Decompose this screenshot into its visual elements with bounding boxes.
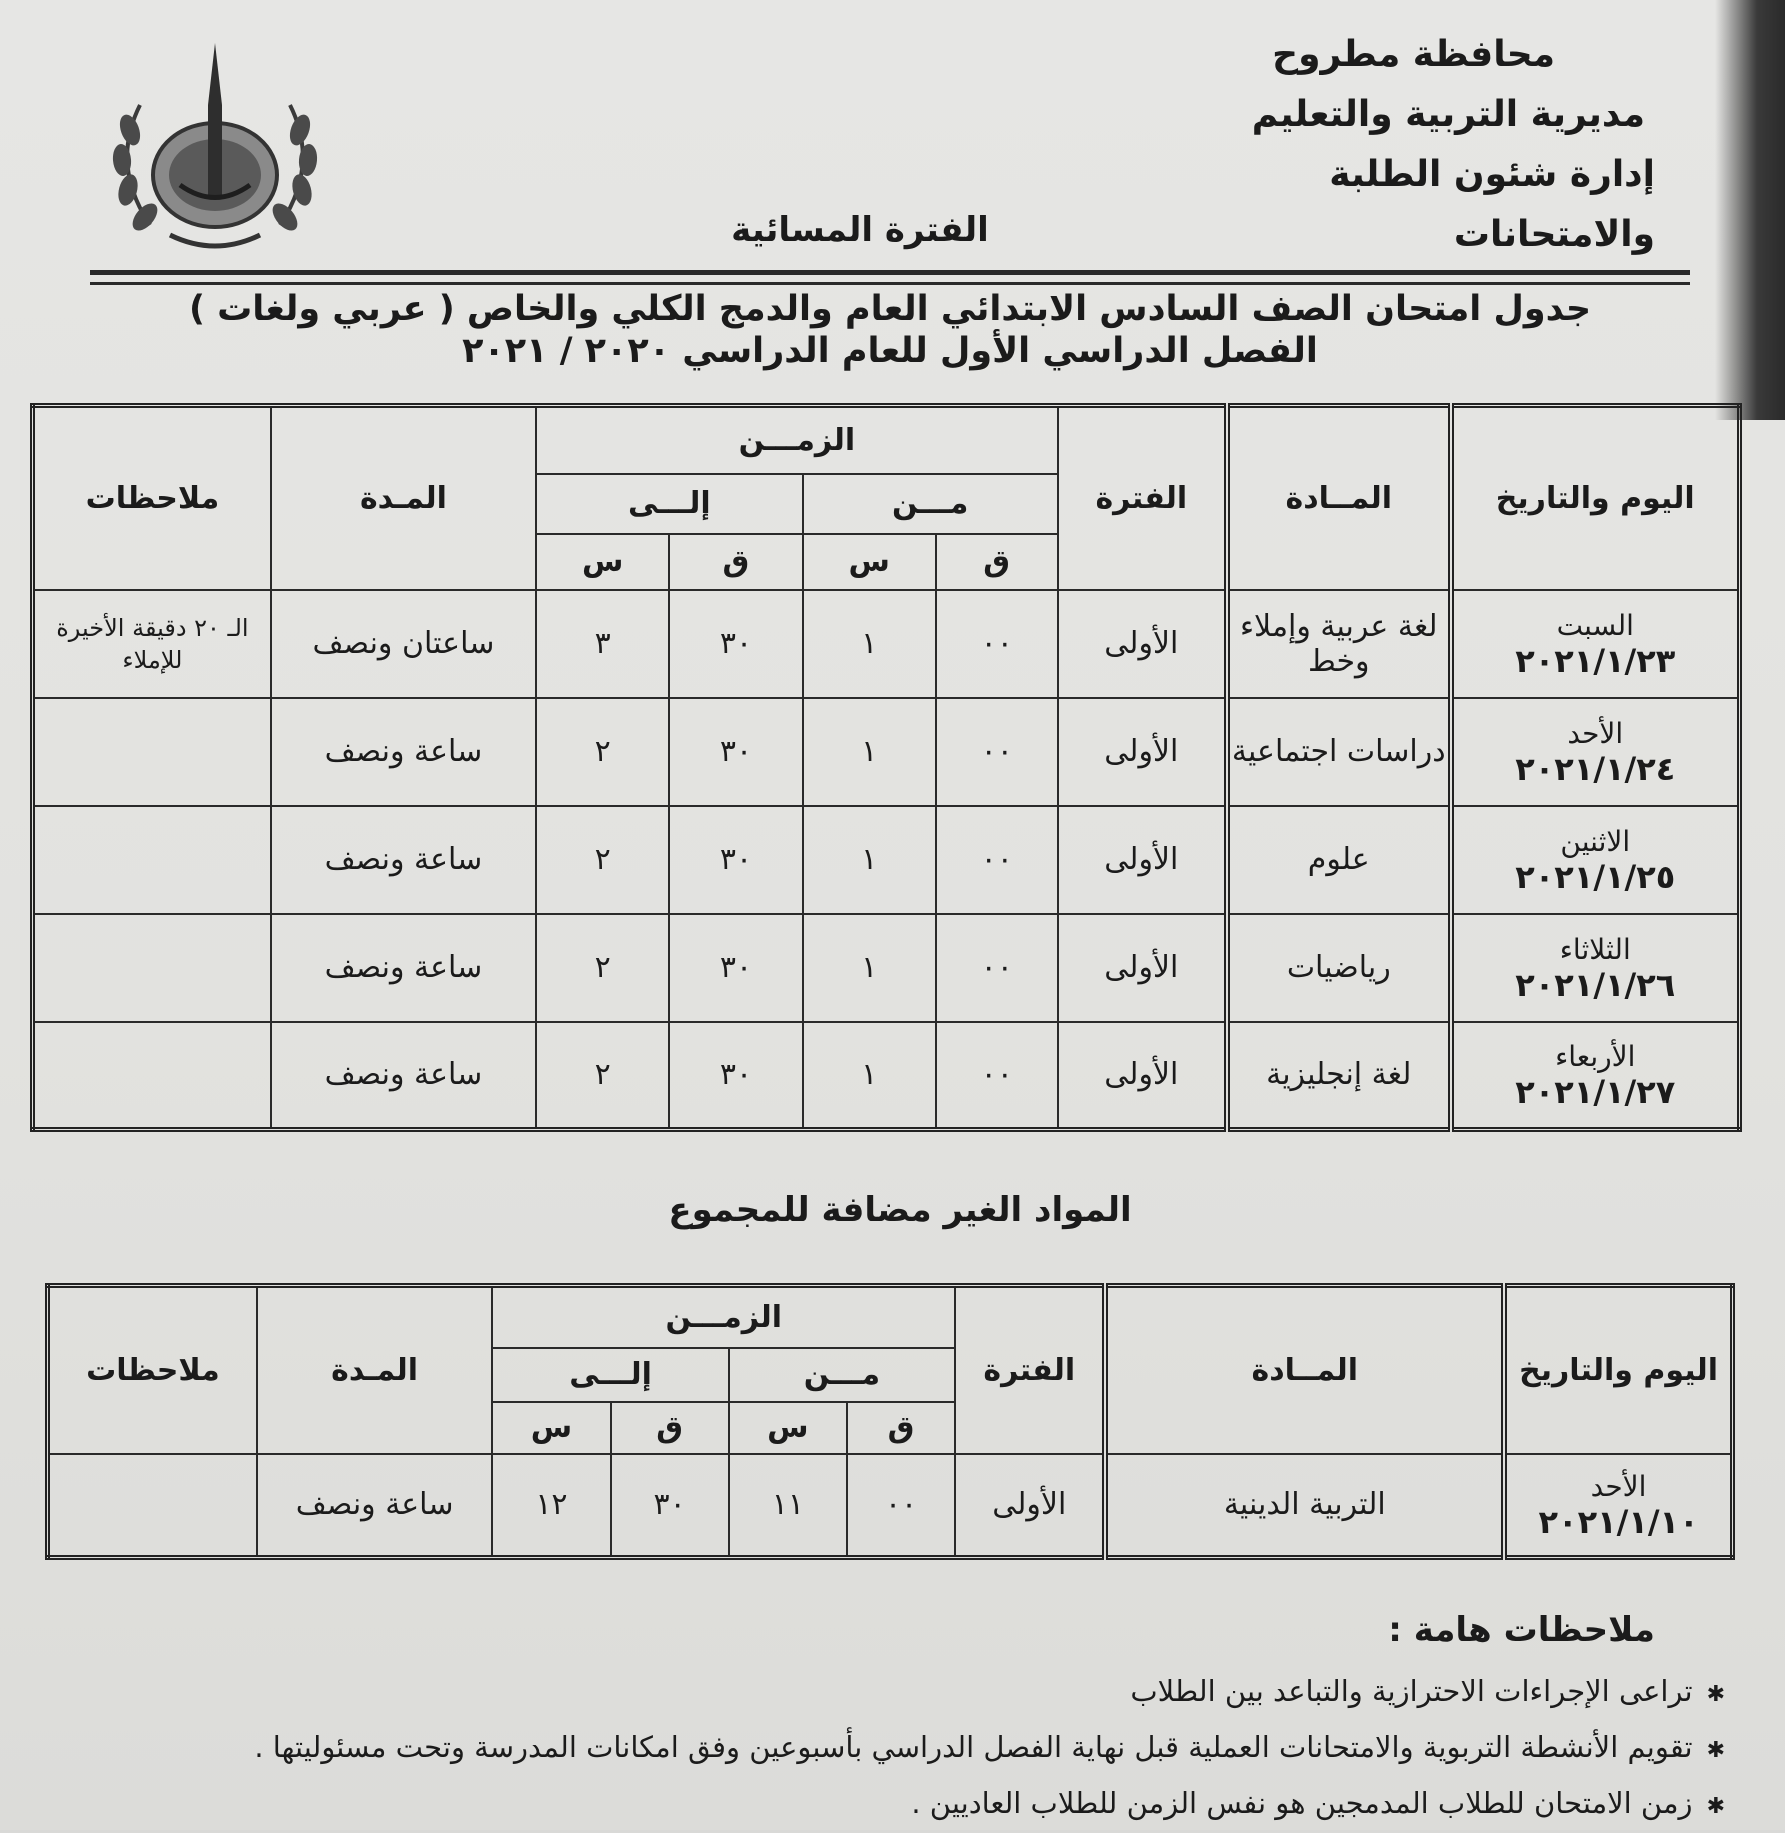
subject-cell: دراسات اجتماعية xyxy=(1227,698,1451,806)
important-notes-list xyxy=(165,1665,1725,1833)
period-cell: الأولى xyxy=(1058,914,1227,1022)
to-s-cell: ٢ xyxy=(536,914,669,1022)
to-s-cell: ٣ xyxy=(536,590,669,698)
from-s-cell: ١ xyxy=(803,590,936,698)
to-q-cell: ٣٠ xyxy=(669,698,802,806)
schedule-title-block xyxy=(150,288,1630,372)
header-to-q: ق xyxy=(669,534,802,590)
bullet-icon: ✱ xyxy=(1706,1682,1725,1707)
header-divider xyxy=(90,270,1690,275)
day-name: السبت xyxy=(1556,608,1634,642)
duration-cell: ساعة ونصف xyxy=(271,698,536,806)
header-from: مـــن xyxy=(729,1348,955,1402)
day-name: الثلاثاء xyxy=(1559,932,1631,966)
from-q-cell: ٠٠ xyxy=(936,698,1058,806)
day-name: الأحد xyxy=(1590,1469,1647,1503)
ministry-emblem-icon xyxy=(100,35,330,265)
from-q-cell: ٠٠ xyxy=(936,590,1058,698)
duration-cell: ساعة ونصف xyxy=(271,806,536,914)
table-row xyxy=(33,914,1740,1022)
schedule-title: جدول امتحان الصف السادس الابتدائي العام والدمج الكلي والخاص ( عربي ولغات ) xyxy=(188,289,1592,329)
to-q-cell: ٣٠ xyxy=(669,806,802,914)
header-from-q: ق xyxy=(847,1402,955,1454)
day-name: الأحد xyxy=(1567,716,1624,750)
to-q-cell: ٣٠ xyxy=(669,914,802,1022)
header-time: الزمـــن xyxy=(492,1286,955,1348)
note-item xyxy=(165,1721,1725,1777)
note-cell xyxy=(33,806,271,914)
subject-cell: التربية الدينية xyxy=(1105,1454,1504,1558)
header-to: إلـــى xyxy=(492,1348,728,1402)
from-q-cell: ٠٠ xyxy=(936,1022,1058,1130)
day-date-cell xyxy=(1451,590,1740,698)
note-cell xyxy=(33,1022,271,1130)
to-q-cell: ٣٠ xyxy=(611,1454,729,1558)
header-duration: المـدة xyxy=(271,406,536,590)
to-s-cell: ٢ xyxy=(536,1022,669,1130)
header-subject: المــادة xyxy=(1105,1286,1504,1454)
from-s-cell: ١ xyxy=(803,698,936,806)
bullet-icon: ✱ xyxy=(1706,1794,1725,1819)
period-cell: الأولى xyxy=(955,1454,1105,1558)
department-name: إدارة شئون الطلبة والامتحانات xyxy=(1329,154,1655,255)
note-cell xyxy=(48,1454,257,1558)
header-duration: المـدة xyxy=(257,1286,492,1454)
day-name: الاثنين xyxy=(1560,824,1631,858)
subject-cell: رياضيات xyxy=(1227,914,1451,1022)
duration-cell: ساعتان ونصف xyxy=(271,590,536,698)
header-from-s: س xyxy=(803,534,936,590)
table-row xyxy=(33,590,1740,698)
directorate-name: مديرية التربية والتعليم xyxy=(1251,94,1645,135)
important-notes-title: ملاحظات هامة : xyxy=(1388,1610,1655,1650)
from-q-cell: ٠٠ xyxy=(847,1454,955,1558)
to-s-cell: ٢ xyxy=(536,698,669,806)
header-to-q: ق xyxy=(611,1402,729,1454)
exam-date: ٢٠٢١/١/١٠ xyxy=(1538,1502,1699,1541)
day-date-cell xyxy=(1451,1022,1740,1130)
to-s-cell: ١٢ xyxy=(492,1454,610,1558)
page-shadow-edge xyxy=(1715,0,1785,420)
period-cell: الأولى xyxy=(1058,806,1227,914)
note-item xyxy=(165,1777,1725,1833)
header-divider-thin xyxy=(90,282,1690,285)
day-date-cell xyxy=(1451,806,1740,914)
period-cell: الأولى xyxy=(1058,590,1227,698)
to-q-cell: ٣٠ xyxy=(669,1022,802,1130)
non-scored-subjects-title: المواد الغير مضافة للمجموع xyxy=(668,1190,1132,1230)
note-cell xyxy=(33,914,271,1022)
duration-cell: ساعة ونصف xyxy=(257,1454,492,1558)
to-q-cell: ٣٠ xyxy=(669,590,802,698)
duration-cell: ساعة ونصف xyxy=(271,914,536,1022)
header-day-date: اليوم والتاريخ xyxy=(1504,1286,1732,1454)
header-period: الفترة xyxy=(955,1286,1105,1454)
duration-cell: ساعة ونصف xyxy=(271,1022,536,1130)
from-s-cell: ١ xyxy=(803,806,936,914)
day-name: الأربعاء xyxy=(1555,1039,1636,1073)
note-item xyxy=(165,1665,1725,1721)
table-row xyxy=(33,806,1740,914)
header-from-q: ق xyxy=(936,534,1058,590)
exam-date: ٢٠٢١/١/٢٦ xyxy=(1515,965,1676,1004)
from-s-cell: ١ xyxy=(803,1022,936,1130)
period-cell: الأولى xyxy=(1058,1022,1227,1130)
header-from-s: س xyxy=(729,1402,847,1454)
note-cell xyxy=(33,698,271,806)
term-title: الفصل الدراسي الأول للعام الدراسي ٢٠٢٠ / ٢٠٢١ xyxy=(462,331,1318,371)
header-to-s: س xyxy=(536,534,669,590)
day-date-cell xyxy=(1451,698,1740,806)
day-date-cell xyxy=(1504,1454,1732,1558)
note-text: تقويم الأنشطة التربوية والامتحانات العملية قبل نهاية الفصل الدراسي بأسبوعين وفق امكانات المدرسة وتحت مسئوليتها . xyxy=(254,1730,1693,1764)
header-notes: ملاحظات xyxy=(33,406,271,590)
header-notes: ملاحظات xyxy=(48,1286,257,1454)
subject-cell: علوم xyxy=(1227,806,1451,914)
main-exam-table xyxy=(30,403,1742,1132)
period-cell: الأولى xyxy=(1058,698,1227,806)
header-from: مـــن xyxy=(803,474,1058,534)
exam-date: ٢٠٢١/١/٢٥ xyxy=(1515,857,1676,896)
table-row xyxy=(33,698,1740,806)
non-scored-exam-table xyxy=(45,1283,1735,1560)
subject-cell: لغة إنجليزية xyxy=(1227,1022,1451,1130)
from-q-cell: ٠٠ xyxy=(936,806,1058,914)
from-s-cell: ١١ xyxy=(729,1454,847,1558)
header-day-date: اليوم والتاريخ xyxy=(1451,406,1740,590)
issuer-header xyxy=(1135,25,1655,265)
note-cell: الـ ٢٠ دقيقة الأخيرة للإملاء xyxy=(33,590,271,698)
period-title: الفترة المسائية xyxy=(731,210,989,250)
day-date-cell xyxy=(1451,914,1740,1022)
header-time: الزمـــن xyxy=(536,406,1058,474)
governorate-name: محافظة مطروح xyxy=(1272,34,1555,75)
subject-cell: لغة عربية وإملاء وخط xyxy=(1227,590,1451,698)
exam-date: ٢٠٢١/١/٢٧ xyxy=(1515,1072,1676,1111)
header-to: إلـــى xyxy=(536,474,802,534)
from-s-cell: ١ xyxy=(803,914,936,1022)
table-row xyxy=(33,1022,1740,1130)
from-q-cell: ٠٠ xyxy=(936,914,1058,1022)
note-text: تراعى الإجراءات الاحترازية والتباعد بين الطلاب xyxy=(1130,1674,1693,1708)
note-text: زمن الامتحان للطلاب المدمجين هو نفس الزمن للطلاب العاديين . xyxy=(911,1786,1693,1820)
header-period: الفترة xyxy=(1058,406,1227,590)
to-s-cell: ٢ xyxy=(536,806,669,914)
exam-date: ٢٠٢١/١/٢٣ xyxy=(1515,641,1676,680)
table-row xyxy=(48,1454,1733,1558)
bullet-icon: ✱ xyxy=(1706,1738,1725,1763)
header-to-s: س xyxy=(492,1402,610,1454)
exam-date: ٢٠٢١/١/٢٤ xyxy=(1515,749,1676,788)
header-subject: المــادة xyxy=(1227,406,1451,590)
